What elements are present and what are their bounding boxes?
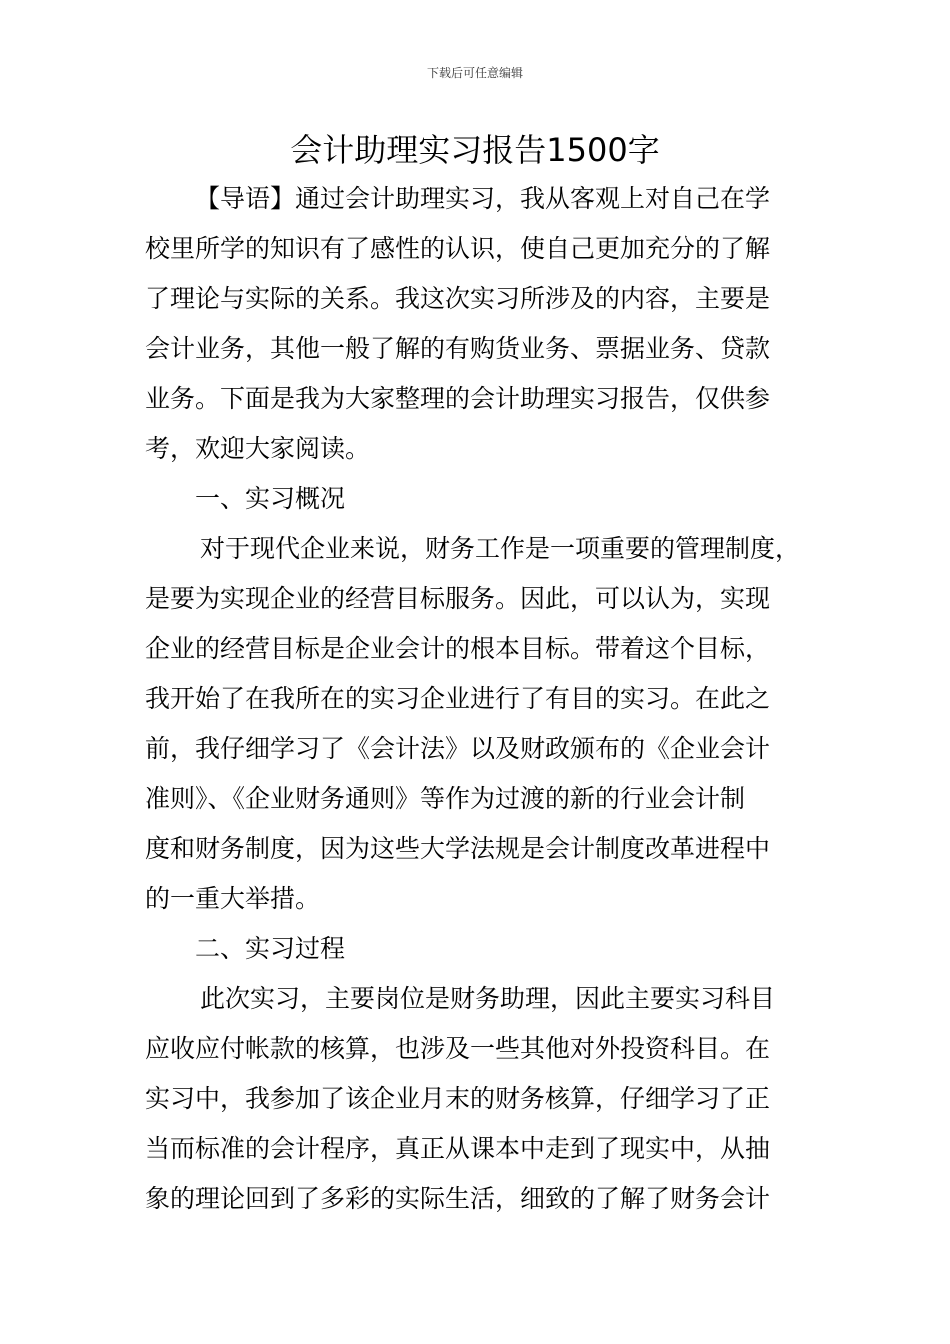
section-heading-process: 二、实习过程	[195, 934, 346, 963]
process-line-3: 实习中，我参加了该企业月末的财务核算，仔细学习了正	[145, 1084, 771, 1113]
intro-line-4: 会计业务，其他一般了解的有购货业务、票据业务、贷款	[145, 334, 771, 363]
section-heading-overview: 一、实习概况	[195, 484, 346, 513]
process-line-5: 象的理论回到了多彩的实际生活，细致的了解了财务会计	[145, 1184, 771, 1213]
overview-line-4: 我开始了在我所在的实习企业进行了有目的实习。在此之	[145, 684, 771, 713]
document-title: 会计助理实习报告1500字	[290, 131, 660, 169]
process-line-2: 应收应付帐款的核算，也涉及一些其他对外投资科目。在	[145, 1034, 771, 1063]
overview-line-5: 前，我仔细学习了《会计法》以及财政颁布的《企业会计	[145, 734, 771, 763]
intro-line-6: 考，欢迎大家阅读。	[145, 434, 371, 463]
process-line-1: 此次实习，主要岗位是财务助理，因此主要实习科目	[200, 984, 776, 1013]
process-line-4: 当而标准的会计程序，真正从课本中走到了现实中，从抽	[145, 1134, 771, 1163]
overview-line-1: 对于现代企业来说，财务工作是一项重要的管理制度，	[200, 534, 801, 563]
overview-line-6: 准则》、《企业财务通则》等作为过渡的新的行业会计制	[145, 784, 746, 813]
header-note: 下载后可任意编辑	[426, 66, 523, 80]
intro-line-5: 业务。下面是我为大家整理的会计助理实习报告，仅供参	[145, 384, 771, 413]
overview-line-7: 度和财务制度，因为这些大学法规是会计制度改革进程中	[145, 834, 771, 863]
intro-line-2: 校里所学的知识有了感性的认识，使自己更加充分的了解	[145, 234, 771, 263]
overview-line-3: 企业的经营目标是企业会计的根本目标。带着这个目标，	[145, 634, 771, 663]
intro-line-1: 【导语】通过会计助理实习，我从客观上对自己在学	[195, 184, 771, 213]
overview-line-8: 的一重大举措。	[145, 884, 321, 913]
intro-line-3: 了理论与实际的关系。我这次实习所涉及的内容，主要是	[145, 284, 771, 313]
overview-line-2: 是要为实现企业的经营目标服务。因此，可以认为，实现	[145, 584, 771, 613]
